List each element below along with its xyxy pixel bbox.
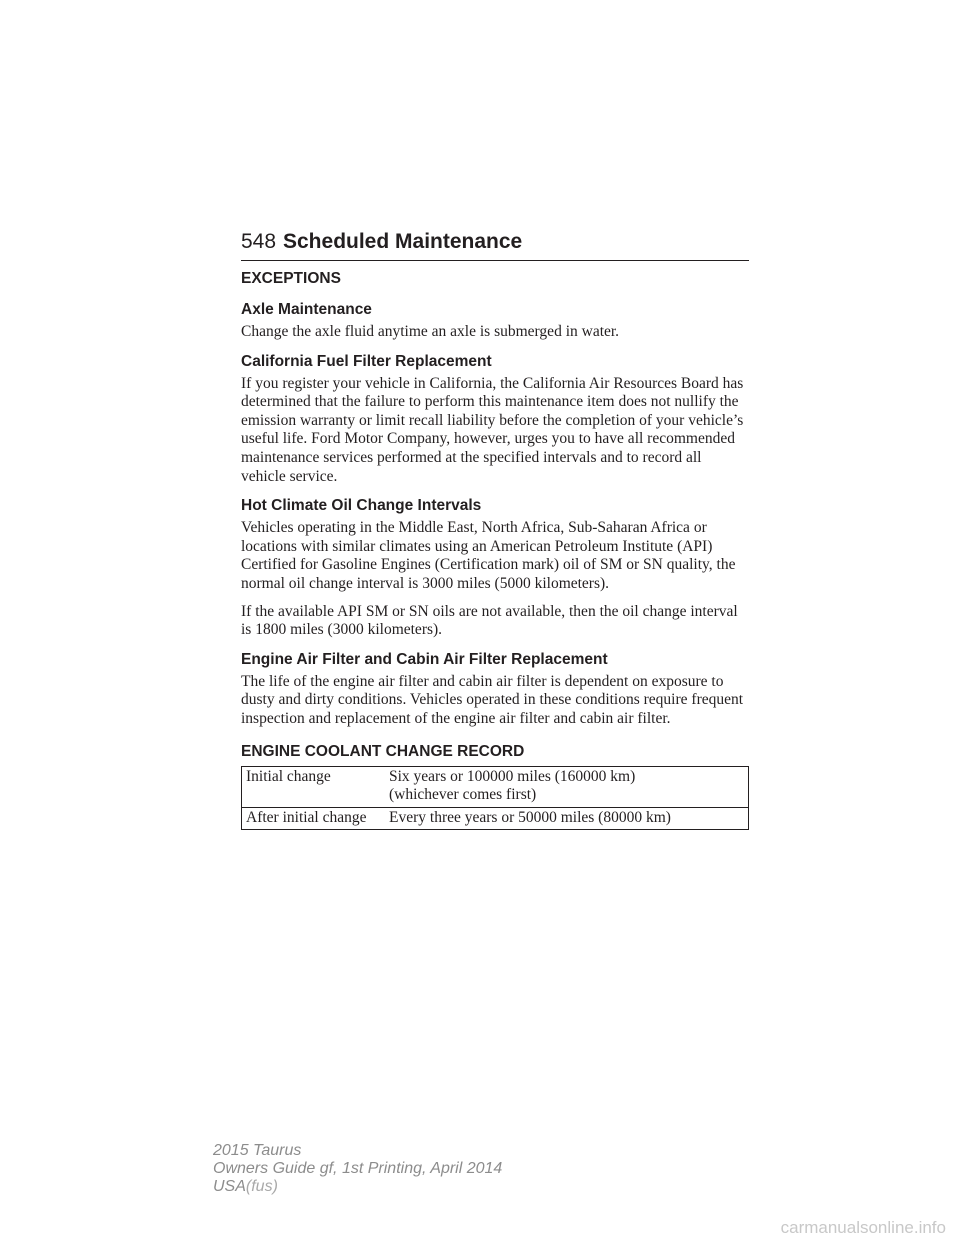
- table-cell-label: Initial change: [242, 766, 386, 807]
- axle-text: Change the axle fluid anytime an axle is submerged in water.: [241, 323, 620, 340]
- axle-heading: Axle Maintenance: [241, 301, 372, 318]
- footer-line-model: 2015 Taurus: [213, 1142, 302, 1159]
- table-row: [242, 807, 749, 830]
- page-header: [241, 228, 749, 261]
- table-row: [242, 766, 749, 807]
- california-heading: California Fuel Filter Replacement: [241, 352, 492, 370]
- print-footer: [213, 1142, 502, 1196]
- table-cell-value-line: Every three years or 50000 miles (80000 km): [389, 808, 671, 826]
- footer-market: USA: [213, 1178, 246, 1195]
- hot-climate-text-2: If the available API SM or SN oils are not available, then the oil change interval is 1800 miles (3000 kilometers).: [241, 602, 738, 639]
- footer-line-edition: Owners Guide gf, 1st Printing, April 2014: [213, 1160, 503, 1177]
- page-content: [241, 268, 749, 830]
- air-filter-heading: Engine Air Filter and Cabin Air Filter Replacement: [241, 650, 608, 668]
- table-cell-value-line: (whichever comes first): [389, 786, 537, 804]
- table-cell-value-line: Six years or 100000 miles (160000 km): [389, 767, 636, 785]
- page-number: 548: [241, 230, 277, 253]
- hot-climate-text-1: Vehicles operating in the Middle East, North Africa, Sub-Saharan Africa or locations with similar climates using an American Petroleum Institute (API) Certified for Gasoline Engines (Certification mark) oil of SM or SN quality, the normal oil change interval is 3000 miles (5000 kilometers).: [241, 519, 736, 592]
- exceptions-heading: EXCEPTIONS: [241, 270, 341, 287]
- table-cell-label: After initial change: [242, 807, 386, 830]
- coolant-record-heading: ENGINE COOLANT CHANGE RECORD: [241, 742, 525, 760]
- air-filter-text: The life of the engine air filter and cabin air filter is dependent on exposure to dusty and dirty conditions. Vehicles operated in these conditions require frequent inspection and replacement of the engine air filter and cabin air filter.: [241, 672, 744, 727]
- footer-line-market: [213, 1178, 502, 1196]
- footer-market-code: (fus): [245, 1178, 278, 1195]
- watermark-text: carmanualsonline.info: [780, 1218, 946, 1237]
- chapter-title: Scheduled Maintenance: [283, 230, 523, 253]
- hot-climate-heading: Hot Climate Oil Change Intervals: [241, 497, 482, 515]
- california-text: If you register your vehicle in California, the California Air Resources Board has determined that the failure to perform this maintenance item does not nullify the emission warranty or limit recall liability before the completion of your vehicle’s useful life. Ford Motor Company, however, urges you to have all recommended maintenance services performed at the specified intervals and to record all vehicle service.: [241, 374, 744, 485]
- table-cell-value: [385, 766, 749, 807]
- coolant-change-table: [241, 766, 749, 831]
- table-cell-value: [385, 807, 749, 830]
